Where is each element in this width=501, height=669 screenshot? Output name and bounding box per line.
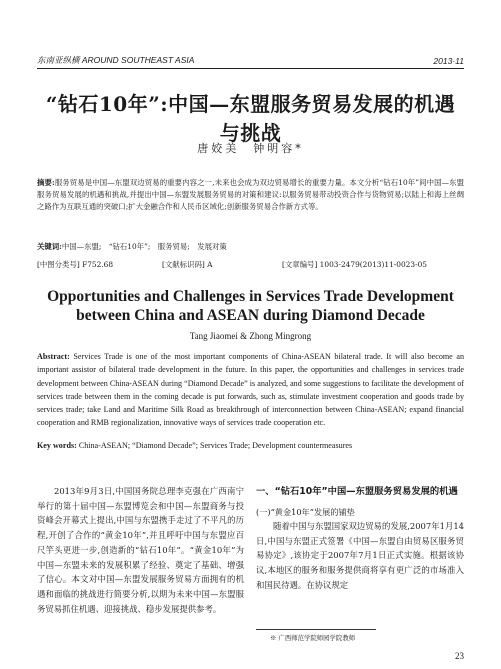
body-left-column: 2013年9月3日,中国国务院总理李克强在广西南宁举行的第十届中国—东盟博览会和中国—东盟商务与投资峰会开幕式上提出,中国与东盟携手走过了不平凡的历程,开创了合作的“黄金10年”,并且呼吁中国与东盟应百尺竿头更进一步,创造新的“钻石10年”。“黄金10年”为中国—东盟未来的发展积累了经验、奠定了基础、增强了信心。本文对中国—东盟发展服务贸易方面拥有的机遇和面临的挑战进行简要分析,以期为未来中国—东盟服务贸易抓住机遇、迎接挑战、稳步发展提供参考。 bbox=[37, 486, 244, 614]
english-keywords-label: Key words: bbox=[37, 441, 77, 450]
english-keywords-text: China-ASEAN; “Diamond Decade”; Services Trade; Development countermeasures bbox=[76, 441, 353, 450]
chinese-keywords-label: 关键词: bbox=[37, 242, 62, 251]
issue-label: 2013·11 bbox=[433, 56, 464, 66]
english-title: Opportunities and Challenges in Services Trade Development between China and ASEAN during Diamond Decade bbox=[47, 288, 454, 324]
chinese-abstract-label: 摘要: bbox=[37, 178, 55, 187]
chinese-keywords-text: 中国—东盟; “钻石10年”; 服务贸易; 发展对策 bbox=[61, 242, 227, 251]
chinese-title: “钻石10年”:中国—东盟服务贸易发展的机遇与挑战 bbox=[45, 92, 456, 145]
english-authors: Tang Jiaomei & Zhong Mingrong bbox=[189, 331, 312, 341]
subsection-heading: (一)“黄金10年”发展的铺垫 bbox=[256, 507, 355, 517]
section-heading: 一、“钻石10年”中国—东盟服务贸易发展的机遇 bbox=[256, 486, 458, 497]
header-rule bbox=[37, 68, 464, 69]
author-footnote: ※ 广西师范学院师园学院教师 bbox=[270, 634, 356, 642]
chinese-authors: 唐姣美 钟明容* bbox=[197, 142, 304, 155]
chinese-abstract bbox=[37, 177, 464, 214]
english-keywords bbox=[37, 441, 464, 450]
english-abstract-text: Services Trade is one of the most important components of China-ASEAN bilateral trade. It will also become an important assistor of bilateral trade development in the future. In this paper, the opportunities and challenges in services trade development between China-ASEAN during “Diamond Decade” is analyzed, and some suggestions to facilitate the development of services trade between them in the coming decade is put forwards, such as, stimulate investment cooperation and goods trade by services trade; take Land and Maritime Silk Road as breakthrough of interconnection between China-ASEAN; expand financial cooperation and RMB regionalization, innovative ways of services trade cooperation etc. bbox=[37, 352, 464, 428]
body-right-column bbox=[256, 484, 464, 593]
classification-line bbox=[37, 259, 464, 270]
running-header bbox=[37, 52, 464, 66]
page-number: 23 bbox=[455, 651, 464, 661]
journal-name: 东南亚纵横 AROUND SOUTHEAST ASIA bbox=[37, 55, 195, 65]
article-number: [文章编号] 1003-2479(2013)11-0023-05 bbox=[282, 260, 427, 269]
chinese-keywords bbox=[37, 241, 464, 252]
clc-number: [中图分类号] F752.68 bbox=[37, 260, 114, 269]
english-abstract-label: Abstract: bbox=[37, 352, 70, 361]
document-code: [文献标识码] A bbox=[162, 260, 213, 269]
english-abstract bbox=[37, 350, 464, 430]
chinese-abstract-text: 服务贸易是中国—东盟双边贸易的重要内容之一,未来也会成为双边贸易增长的重要力量。本文分析“钻石10年”间中国—东盟服务贸易发展的机遇和挑战,并提出中国—东盟发展服务贸易的对策和建议:以服务贸易带动投资合作与货物贸易;以陆上和海上丝绸之路作为互联互通的突破口;扩大金融合作和人民币区域化;创新服务贸易合作新方式等。 bbox=[37, 178, 464, 212]
section-paragraph: 随着中国与东盟国家双边贸易的发展,2007年1月14日,中国与东盟正式签署《中国—东盟自由贸易区服务贸易协定》,该协定于2007年7月1日正式实施。根据该协议,本地区的服务和服务提供商将享有更广泛的市场准入和国民待遇。在协议规定 bbox=[256, 521, 464, 590]
footnote-rule bbox=[256, 629, 376, 630]
